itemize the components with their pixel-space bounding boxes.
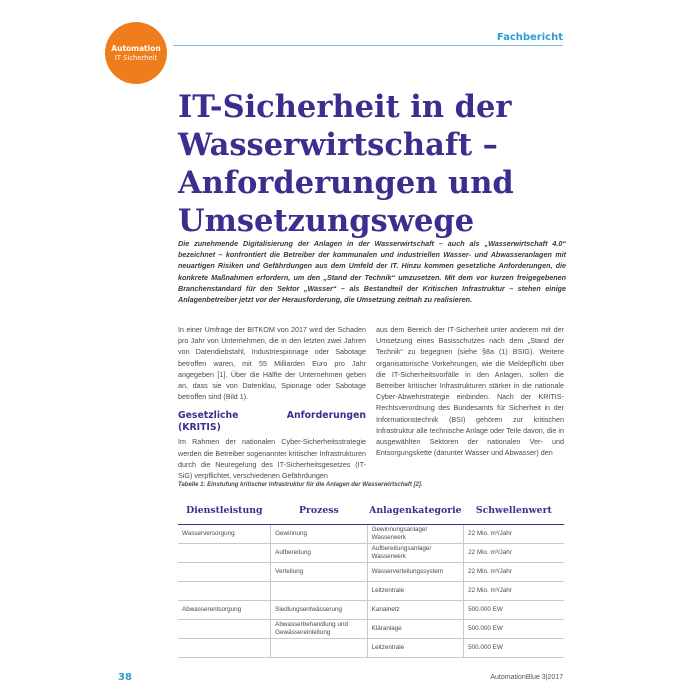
table-row — [178, 563, 564, 582]
table-cell: Leitzentrale — [367, 639, 464, 658]
table-cell: Leitzentrale — [367, 582, 464, 601]
table-row — [178, 601, 564, 620]
column-header: Dienstleistung — [178, 500, 271, 525]
table-cell: Kläranlage — [367, 620, 464, 639]
badge-line-1: Automation — [111, 43, 161, 53]
table-cell: Wasserversorgung — [178, 525, 271, 544]
column-header: Anlagenkategorie — [367, 500, 464, 525]
header-rule — [173, 45, 563, 46]
table-row — [178, 525, 564, 544]
table-row — [178, 582, 564, 601]
table-cell: 22 Mio. m³/Jahr — [464, 525, 564, 544]
body-paragraph-2: Im Rahmen der nationalen Cyber-Sicherheitsstrategie werden die Betreiber sogenannter kritischer Infrastrukturen durch die Neuregelung des IT-Sicherheitsgesetzes (IT-SiG) verpflichtet, verschiedenen Gefährdungen — [178, 437, 366, 481]
page-number: 38 — [118, 672, 132, 683]
table-cell: 500.000 EW — [464, 601, 564, 620]
table-cell — [178, 544, 271, 563]
table-cell: Gewinnungsanlage/ Wasserwerk — [367, 525, 464, 544]
table-row — [178, 620, 564, 639]
article-title: IT-Sicherheit in der Wasserwirtschaft – Anforderungen und Umsetzungswege — [178, 89, 514, 239]
section-heading: Gesetzliche Anforderungen (KRITIS) — [178, 410, 366, 434]
table-cell: Abwasserentsorgung — [178, 601, 271, 620]
table-cell: 500.000 EW — [464, 639, 564, 658]
table-cell — [178, 563, 271, 582]
table-cell: Aufbereitungsanlage/ Wasserwerk — [367, 544, 464, 563]
body-paragraph-3: aus dem Bereich der IT-Sicherheit unter anderem mit der Umsetzung eines Basisschutzes nach dem „Stand der Technik“ zu begegnen (siehe §8a (1) BSIG). Weitere organisatorische Vorkehrungen, wie die Meldepflicht über die IT-Sicherheitsvorfälle in den Anlagen, sollen die Betreiber kritischer Infrastrukturen stärker in die nationale Cyber-Abwehrstrategie einbinden. Nach der KRITIS-Rechtsverordnung des Bundesamts für Sicherheit in der Informationstechnik (BSI) gehören zur kritischen Infrastruktur alle technische Anlage oder Teile davon, die in ausgewählten Sektoren der nationalen Ver- und Entsorgungskette (darunter Wasser und Abwasser) den — [376, 325, 564, 458]
table-cell: 22 Mio. m³/Jahr — [464, 563, 564, 582]
table-cell: Wasserverteilungssystem — [367, 563, 464, 582]
infrastructure-table — [178, 500, 564, 658]
table-cell: 22 Mio. m³/Jahr — [464, 582, 564, 601]
badge-line-2: IT Sicherheit — [114, 53, 158, 62]
table-cell: 22 Mio. m³/Jahr — [464, 544, 564, 563]
table-cell: Siedlungsentwässerung — [271, 601, 368, 620]
table-cell: 500.000 EW — [464, 620, 564, 639]
table-cell — [178, 639, 271, 658]
table-row — [178, 544, 564, 563]
column-header: Schwellenwert — [464, 500, 564, 525]
category-badge — [105, 22, 167, 84]
text-column-left — [178, 324, 366, 481]
table-cell — [271, 582, 368, 601]
article-lead: Die zunehmende Digitalisierung der Anlagen in der Wasserwirtschaft – auch als „Wasserwirtschaft 4.0“ bezeichnet – konfrontiert die Betreiber der kommunalen und industriellen Wasser- und Abwasseranlagen mit neuartigen Risiken und Gefährdungen aus dem Umfeld der IT. Hinzu kommen gesetzliche Anforderungen, die konkrete Maßnahmen erfordern, um den „Stand der Technik“ umzusetzen. Mit dem vor kurzen freigegebenen Branchenstandard für den Sektor „Wasser“ – als Bestandteil der Kritischen Infrastruktur – stehen einige Anlagenbetreiber jetzt vor der Herausforderung, die Umsetzung zeitnah zu realisieren. — [178, 239, 566, 305]
table-row — [178, 639, 564, 658]
text-column-right — [376, 324, 564, 458]
table-cell: Kanalnetz — [367, 601, 464, 620]
table-cell: Verteilung — [271, 563, 368, 582]
body-paragraph-1: In einer Umfrage der BITKOM von 2017 wird der Schaden pro Jahr von Unternehmen, die in den letzten zwei Jahren von Datendiebstahl, Industriespionage oder Sabotage betroffen waren, mit 55 Milliarden Euro pro Jahr angegeben [1]. Über die Hälfte der Unternehmen geben an, dass sie von Datenklau, Spionage oder Sabotage betroffen sind (Bild 1). — [178, 325, 366, 402]
section-label: Fachbericht — [496, 32, 563, 43]
table-cell — [178, 620, 271, 639]
table-caption: Tabelle 1: Einstufung kritischer Infrastruktur für die Anlagen der Wasserwirtschaft [2]. — [178, 482, 423, 488]
table-cell: Gewinnung — [271, 525, 368, 544]
table-cell: Abwasserbehandlung und Gewässereinleitung — [271, 620, 368, 639]
table-cell — [271, 639, 368, 658]
table-cell: Aufbereitung — [271, 544, 368, 563]
publication-info: AutomationBlue 3|2017 — [490, 674, 563, 681]
column-header: Prozess — [271, 500, 368, 525]
table-cell — [178, 582, 271, 601]
table-header-row — [178, 500, 564, 525]
